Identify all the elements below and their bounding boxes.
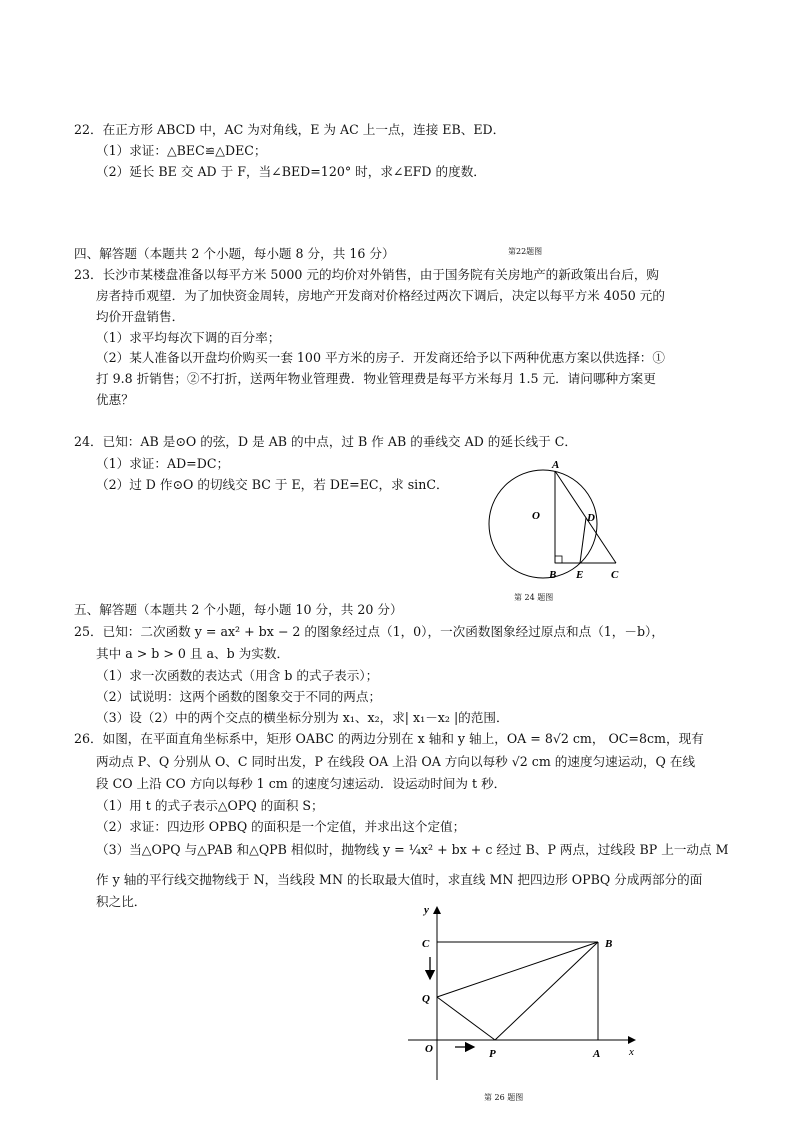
section4-heading: 四、解答题（本题共 2 个小题，每小题 8 分，共 16 分） xyxy=(74,246,395,261)
q23-part2b: 打 9.8 折销售；②不打折，送两年物业管理费．物业管理费是每平方米每月 1.5 元．请问哪种方案更 xyxy=(96,371,656,386)
q24-stem: 24．已知：AB 是⊙O 的弦，D 是 AB 的中点，过 B 作 AB 的垂线交 AD 的延长线于 C． xyxy=(74,434,578,449)
line-ac xyxy=(555,471,616,563)
q22-part2: （2）延长 BE 交 AD 于 F，当∠BED=120° 时，求∠EFD 的度数． xyxy=(96,164,486,179)
label-o: O xyxy=(532,510,540,522)
tangent-de xyxy=(580,518,586,563)
q24-part1: （1）求证：AD=DC； xyxy=(96,456,230,471)
q23-part1: （1）求平均每次下调的百分率； xyxy=(96,330,281,345)
q26-part3c: 积之比． xyxy=(96,894,147,909)
q26-figure xyxy=(400,895,650,1095)
label-y: y xyxy=(424,904,429,916)
q23-line2: 房者持币观望．为了加快资金周转，房地产开发商对价格经过两次下调后，决定以每平方米 4050 元的 xyxy=(96,288,665,303)
q22-figure-caption: 第22题图 xyxy=(508,247,543,256)
label-b: B xyxy=(549,569,557,581)
label-c: C xyxy=(422,938,430,950)
q26-line1: 26．如图，在平面直角坐标系中，矩形 OABC 的两边分别在 x 轴和 y 轴上，OA = 8√2 cm， OC=8cm，现有 xyxy=(74,731,704,746)
q24-figure-caption: 第 24 题图 xyxy=(514,593,554,602)
label-o: O xyxy=(425,1043,433,1055)
label-x: x xyxy=(629,1046,634,1058)
q25-part3: （3）设（2）中的两个交点的横坐标分别为 x₁、x₂，求| x₁－x₂ |的范围． xyxy=(96,710,509,725)
q26-line3: 段 CO 上沿 CO 方向以每秒 1 cm 的速度匀速运动．设运动时间为 t 秒． xyxy=(96,776,507,791)
q26-part3b: 作 y 轴的平行线交抛物线于 N，当线段 MN 的长取最大值时，求直线 MN 把四边形 OPBQ 分成两部分的面 xyxy=(96,872,703,887)
label-a: A xyxy=(593,1048,601,1060)
q22-stem: 22．在正方形 ABCD 中，AC 为对角线，E 为 AC 上一点，连接 EB、ED． xyxy=(74,122,506,137)
q23-part2a: （2）某人准备以开盘均价购买一套 100 平方米的房子．开发商还给予以下两种优惠方案以供选择：① xyxy=(96,350,665,365)
circle-o xyxy=(489,470,597,578)
q25-line1: 25．已知：二次函数 y = ax² + bx − 2 的图象经过点（1，0），一次函数图象经过原点和点（1，－b）， xyxy=(74,624,664,639)
segment-qb xyxy=(437,942,598,997)
q26-figure-caption: 第 26 题图 xyxy=(484,1093,524,1102)
label-a: A xyxy=(552,459,560,471)
label-b: B xyxy=(605,938,613,950)
q22-part1: （1）求证：△BEC≌△DEC； xyxy=(96,143,267,158)
q26-part3a: （3）当△OPQ 与△PAB 和△QPB 相似时，抛物线 y = ¼x² + bx + c 经过 B、P 两点，过线段 BP 上一动点 M xyxy=(96,842,729,857)
q25-line2: 其中 a > b > 0 且 a、b 为实数． xyxy=(96,646,290,661)
q26-line2: 两动点 P、Q 分别从 O、C 同时出发，P 在线段 OA 上沿 OA 方向以每秒 √2 cm 的速度匀速运动，Q 在线 xyxy=(96,754,696,769)
q23-line3: 均价开盘销售． xyxy=(96,309,185,324)
right-angle-mark xyxy=(555,556,562,563)
q26-part1: （1）用 t 的式子表示△OPQ 的面积 S； xyxy=(96,798,324,813)
label-c: C xyxy=(611,569,619,581)
segment-qp xyxy=(437,997,495,1040)
label-p: P xyxy=(489,1048,496,1060)
q23-part2c: 优惠？ xyxy=(96,392,134,407)
q24-figure xyxy=(480,458,640,603)
label-q: Q xyxy=(422,993,430,1005)
label-e: E xyxy=(576,569,584,581)
section5-heading: 五、解答题（本题共 2 个小题，每小题 10 分，共 20 分） xyxy=(74,602,403,617)
q24-part2: （2）过 D 作⊙O 的切线交 BC 于 E，若 DE=EC，求 sinC． xyxy=(96,477,449,492)
label-d: D xyxy=(587,512,595,524)
q25-part2: （2）试说明：这两个函数的图象交于不同的两点； xyxy=(96,689,382,704)
q23-line1: 23．长沙市某楼盘准备以每平方米 5000 元的均价对外销售，由于国务院有关房地产的新政策出台后，购 xyxy=(74,267,660,282)
q26-part2: （2）求证：四边形 OPBQ 的面积是一个定值，并求出这个定值； xyxy=(96,819,466,834)
q25-part1: （1）求一次函数的表达式（用含 b 的式子表示）； xyxy=(96,668,379,683)
segment-pb xyxy=(495,942,598,1040)
